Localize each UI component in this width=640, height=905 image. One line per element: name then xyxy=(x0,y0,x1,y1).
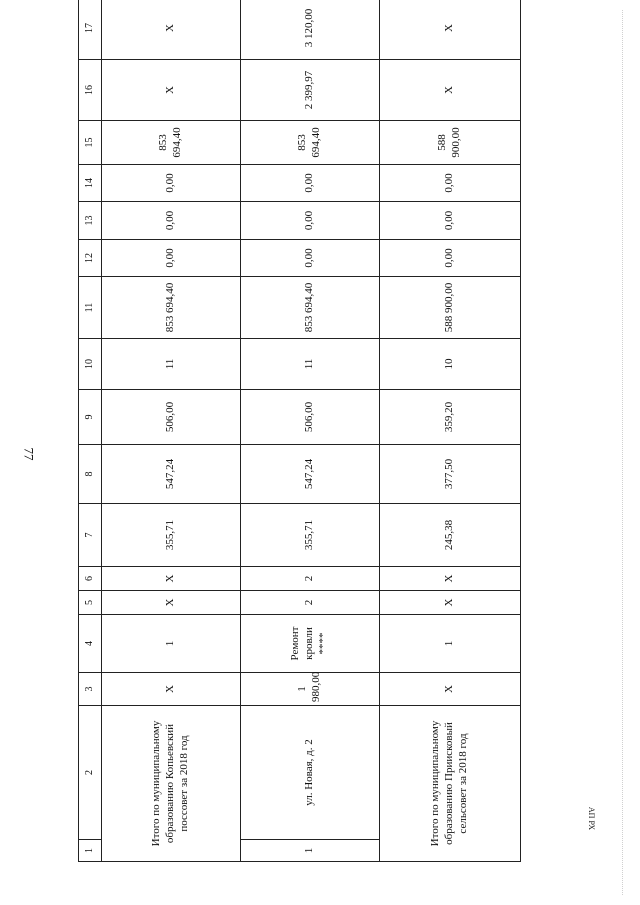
col-number: 17 xyxy=(79,0,102,60)
cell: 0,00 xyxy=(241,202,380,240)
col-number: 8 xyxy=(79,445,102,504)
col-number: 13 xyxy=(79,202,102,240)
cell: 355,71 xyxy=(102,504,241,567)
cell: 1 980,00 xyxy=(241,673,380,706)
col-number: 3 xyxy=(79,673,102,706)
cell: 0,00 xyxy=(102,165,241,202)
cell: 0,00 xyxy=(102,240,241,277)
col-number: 4 xyxy=(79,615,102,673)
col-number: 1 xyxy=(79,840,102,862)
row-title: Итого по муниципальному образованию Копьевский поссовет за 2018 год xyxy=(102,706,241,862)
cell: 853 694,40 xyxy=(241,121,380,165)
col-number: 9 xyxy=(79,390,102,445)
cell: X xyxy=(380,0,521,60)
cell: Ремонт кровли **** xyxy=(241,615,380,673)
table-area xyxy=(78,8,500,862)
address: ул. Новая, д. 2 xyxy=(241,706,380,840)
cell: X xyxy=(380,567,521,591)
cell: 853 694,40 xyxy=(241,277,380,339)
cell: 11 xyxy=(241,339,380,390)
page-number: 77 xyxy=(21,447,37,461)
cell: 506,00 xyxy=(102,390,241,445)
cell: 853 694,40 xyxy=(102,121,241,165)
cell: 2 xyxy=(241,567,380,591)
cell: 588 900,00 xyxy=(380,121,521,165)
cell: 11 xyxy=(102,339,241,390)
cell: 547,24 xyxy=(102,445,241,504)
cell: X xyxy=(380,673,521,706)
cell: 506,00 xyxy=(241,390,380,445)
column-number-row xyxy=(79,0,102,862)
col-number: 7 xyxy=(79,504,102,567)
col-number: 2 xyxy=(79,706,102,840)
cell: X xyxy=(102,673,241,706)
cell: 3 120,00 xyxy=(241,0,380,60)
col-number: 11 xyxy=(79,277,102,339)
cell: X xyxy=(102,0,241,60)
table-row-kopyevsky-total xyxy=(102,0,241,862)
cell: 0,00 xyxy=(241,240,380,277)
cell: 245,38 xyxy=(380,504,521,567)
table-row-priiskovy-total xyxy=(380,0,521,862)
col-number: 12 xyxy=(79,240,102,277)
col-number: 5 xyxy=(79,591,102,615)
cell: 0,00 xyxy=(380,202,521,240)
cell: 0,00 xyxy=(241,165,380,202)
cell: 1 xyxy=(102,615,241,673)
cell: 547,24 xyxy=(241,445,380,504)
cell: 1 xyxy=(380,615,521,673)
cell: X xyxy=(380,591,521,615)
col-number: 10 xyxy=(79,339,102,390)
cell: 2 xyxy=(241,591,380,615)
col-number: 15 xyxy=(79,121,102,165)
cell: 0,00 xyxy=(380,240,521,277)
rotated-table xyxy=(78,8,500,862)
cell: 377,50 xyxy=(380,445,521,504)
cell: X xyxy=(102,591,241,615)
cell: X xyxy=(102,60,241,121)
cell: 355,71 xyxy=(241,504,380,567)
cell: X xyxy=(380,60,521,121)
cell: 10 xyxy=(380,339,521,390)
col-number: 14 xyxy=(79,165,102,202)
col-number: 16 xyxy=(79,60,102,121)
col-number: 6 xyxy=(79,567,102,591)
footer-code: АП РХ xyxy=(587,806,597,831)
data-table xyxy=(78,0,521,862)
cell: X xyxy=(102,567,241,591)
scan-edge xyxy=(622,10,624,895)
cell: 0,00 xyxy=(380,165,521,202)
cell: 0,00 xyxy=(102,202,241,240)
cell: 2 399,97 xyxy=(241,60,380,121)
cell: 359,20 xyxy=(380,390,521,445)
cell: 588 900,00 xyxy=(380,277,521,339)
row-title: Итого по муниципальному образованию Приисковый сельсовет за 2018 год xyxy=(380,706,521,862)
table-row-address xyxy=(241,0,380,862)
cell: 853 694,40 xyxy=(102,277,241,339)
row-index: 1 xyxy=(241,840,380,862)
